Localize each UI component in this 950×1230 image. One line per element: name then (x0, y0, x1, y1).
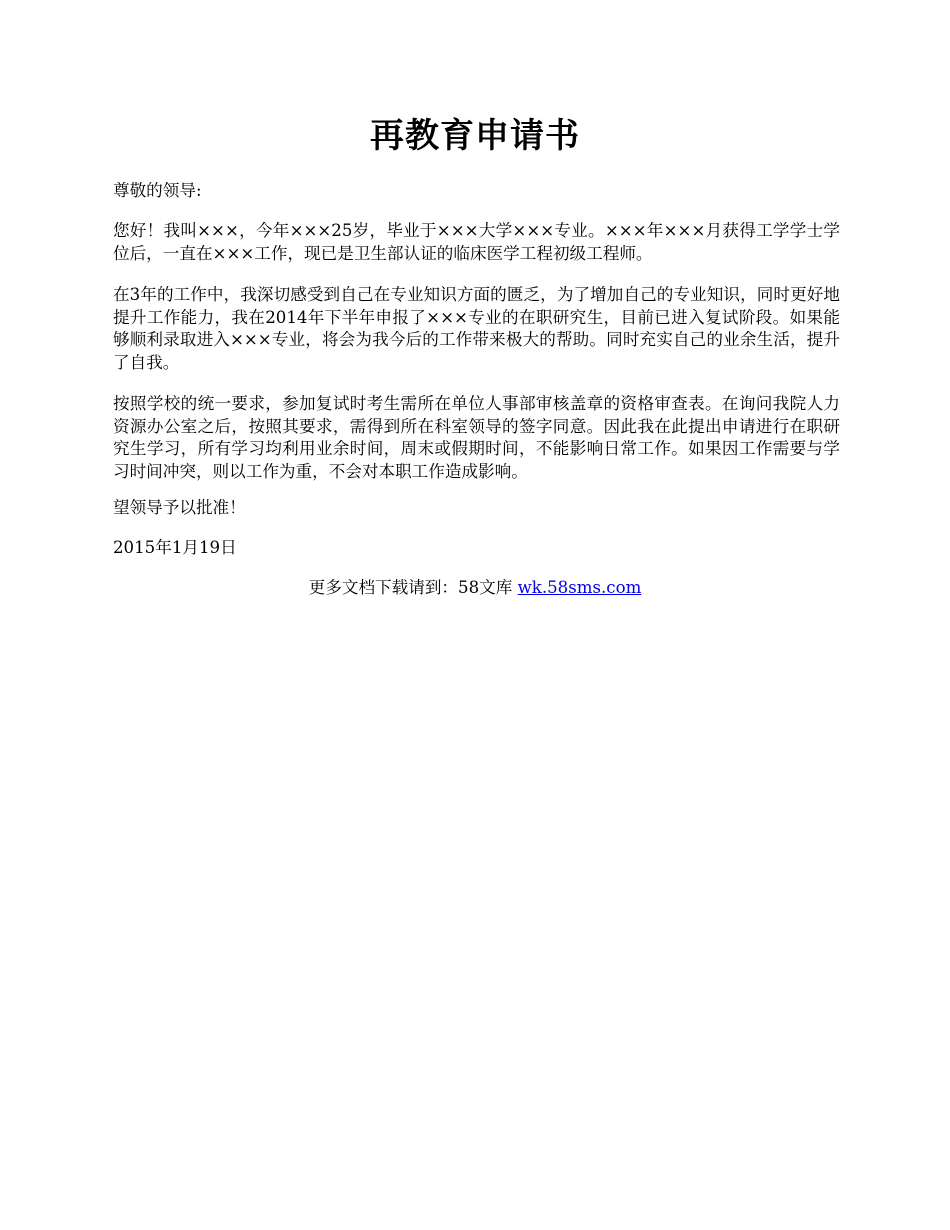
footer (0, 577, 950, 600)
document-title: 再教育申请书 (370, 116, 580, 156)
paragraph-introduction: 您好！我叫×××，今年×××25岁，毕业于×××大学×××专业。×××年×××月获得工学学士学位后，一直在×××工作，现已是卫生部认证的临床医学工程初级工程师。 (113, 221, 840, 263)
footer-prefix: 更多文档下载请到：58文库 (308, 578, 518, 597)
paragraph-request: 按照学校的统一要求，参加复试时考生需所在单位人事部审核盖章的资格审查表。在询问我院人力资源办公室之后，按照其要求，需得到所在科室领导的签字同意。因此我在此提出申请进行在职研究生学习，所有学习均利用业余时间，周末或假期时间，不能影响日常工作。如果因工作需要与学习时间冲突，则以工作为重，不会对本职工作造成影响。 (113, 394, 840, 481)
salutation: 尊敬的领导: (113, 181, 202, 200)
document-date: 2015年1月19日 (113, 538, 237, 557)
closing-line: 望领导予以批准！ (113, 498, 246, 517)
footer-link[interactable]: wk.58sms.com (517, 578, 642, 597)
paragraph-study-plan: 在3年的工作中，我深切感受到自己在专业知识方面的匮乏，为了增加自己的专业知识，同时更好地提升工作能力，我在2014年下半年申报了×××专业的在职研究生，目前已进入复试阶段。如果能够顺利录取进入×××专业，将会为我今后的工作带来极大的帮助。同时充实自己的业余生活，提升了自我。 (113, 285, 840, 372)
